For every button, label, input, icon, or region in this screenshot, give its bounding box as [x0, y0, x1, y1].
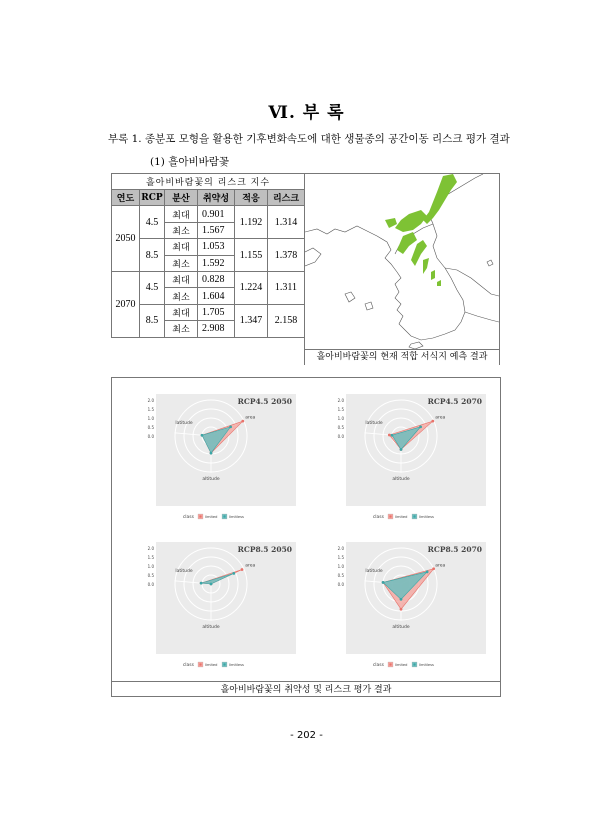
radial-tick-label: 0.5 — [147, 425, 154, 430]
legend-label-limitless: limitless — [229, 515, 244, 519]
cell-risk: 1.314 — [268, 206, 305, 239]
header-risk: 리스크 — [268, 190, 305, 206]
radial-tick-label: 1.5 — [147, 555, 154, 560]
radial-tick-label: 0.0 — [147, 582, 154, 587]
axis-label-area: area — [245, 563, 256, 569]
legend-label-limited: limited — [205, 663, 218, 667]
cell-year: 2070 — [112, 271, 140, 337]
series-limitless-point — [210, 452, 213, 455]
axis-label-altitude: altitude — [202, 625, 220, 630]
cell-vulnerability: 2.908 — [198, 321, 235, 337]
legend-title: class — [182, 515, 194, 520]
chart-title: RCP4.5 2070 — [427, 397, 482, 406]
cell-adaptation: 1.347 — [235, 304, 268, 337]
header-year: 연도 — [112, 190, 140, 206]
legend-label-limited: limited — [205, 515, 218, 519]
legend-label-limited: limited — [395, 663, 408, 667]
series-limitless-point — [419, 425, 422, 428]
radar-chart-rcp45-2070 — [332, 386, 492, 526]
radar-charts-frame — [111, 377, 501, 697]
radial-tick-label: 1.0 — [337, 416, 344, 421]
series-limitless-point — [200, 582, 203, 585]
series-limitless-point — [210, 583, 213, 586]
radial-tick-label: 0.5 — [147, 573, 154, 578]
legend-label-limitless: limitless — [419, 515, 434, 519]
axis-label-altitude: altitude — [392, 625, 410, 630]
cell-vulnerability: 1.592 — [198, 255, 235, 271]
chart-title: RCP4.5 2050 — [237, 397, 292, 406]
page-number: - 202 - — [290, 730, 323, 741]
axis-label-altitude: altitude — [392, 477, 410, 482]
cell-dispersal: 최소 — [165, 288, 198, 304]
radar-chart-rcp85-2050 — [142, 534, 302, 674]
cell-dispersal: 최소 — [165, 321, 198, 337]
table-row — [112, 304, 305, 320]
chapter-title: Ⅵ. 부 록 — [268, 103, 345, 123]
radar-panel-4 — [332, 534, 492, 674]
series-limited-point — [432, 567, 435, 570]
cell-risk: 1.311 — [268, 271, 305, 304]
series-limitless-point — [232, 572, 235, 575]
risk-index-table — [111, 173, 305, 338]
cell-rcp: 8.5 — [140, 239, 165, 272]
cell-vulnerability: 1.567 — [198, 222, 235, 238]
header-vulnerability: 취약성 — [198, 190, 235, 206]
radial-tick-label: 2.0 — [147, 546, 154, 551]
axis-label-area: area — [245, 415, 256, 421]
radial-tick-label: 0.0 — [337, 434, 344, 439]
map-caption: 흘아비바람꽃의 현재 적합 서식지 예측 결과 — [305, 349, 499, 365]
header-adaptation: 적응 — [235, 190, 268, 206]
cell-adaptation: 1.192 — [235, 206, 268, 239]
table-caption: 흘아비바람꽃의 리스크 지수 — [112, 174, 305, 190]
radial-tick-label: 2.0 — [147, 398, 154, 403]
legend-dot-limitless — [413, 663, 415, 665]
radial-tick-label: 0.0 — [147, 434, 154, 439]
series-limited-point — [241, 568, 244, 571]
legend-title: class — [372, 515, 384, 520]
radial-tick-label: 0.5 — [337, 425, 344, 430]
cell-rcp: 4.5 — [140, 271, 165, 304]
plot-background — [346, 542, 486, 654]
header-dispersal: 분산 — [165, 190, 198, 206]
cell-dispersal: 최대 — [165, 271, 198, 287]
radar-chart-rcp85-2070 — [332, 534, 492, 674]
cell-dispersal: 최대 — [165, 239, 198, 255]
axis-label-latitude: latitude — [175, 569, 193, 574]
legend-dot-limited — [199, 663, 201, 665]
legend-label-limited: limited — [395, 515, 408, 519]
cell-year: 2050 — [112, 206, 140, 272]
chart-title: RCP8.5 2050 — [237, 545, 292, 554]
radar-panel-1 — [142, 386, 302, 526]
cell-rcp: 8.5 — [140, 304, 165, 337]
cell-dispersal: 최소 — [165, 255, 198, 271]
cell-dispersal: 최소 — [165, 222, 198, 238]
radial-tick-label: 1.5 — [147, 407, 154, 412]
cell-dispersal: 최대 — [165, 304, 198, 320]
legend-title: class — [182, 663, 194, 668]
cell-rcp: 4.5 — [140, 206, 165, 239]
series-limited-point — [400, 608, 403, 611]
radial-tick-label: 1.0 — [147, 416, 154, 421]
series-limitless-point — [201, 434, 204, 437]
axis-label-area: area — [435, 415, 446, 421]
radial-tick-label: 0.5 — [337, 573, 344, 578]
series-limitless-point — [400, 598, 403, 601]
series-limited-point — [388, 434, 391, 437]
axis-label-latitude: latitude — [175, 421, 193, 426]
table-row — [112, 271, 305, 287]
table-row — [112, 239, 305, 255]
radar-caption: 흘아비바람꽃의 취약성 및 리스크 평가 결과 — [111, 681, 501, 698]
series-limitless-point — [391, 434, 394, 437]
legend-dot-limitless — [223, 663, 225, 665]
series-limitless-point — [400, 448, 403, 451]
legend-dot-limitless — [223, 515, 225, 517]
cell-vulnerability: 0.828 — [198, 271, 235, 287]
radial-tick-label: 2.0 — [337, 398, 344, 403]
plot-background — [156, 394, 296, 506]
radar-chart-rcp45-2050 — [142, 386, 302, 526]
legend-label-limitless: limitless — [419, 663, 434, 667]
axis-label-latitude: latitude — [365, 569, 383, 574]
table-row — [112, 206, 305, 222]
legend-dot-limited — [199, 515, 201, 517]
radial-tick-label: 1.5 — [337, 407, 344, 412]
radial-tick-label: 0.0 — [337, 582, 344, 587]
cell-vulnerability: 1.604 — [198, 288, 235, 304]
radar-panel-3 — [142, 534, 302, 674]
radial-tick-label: 1.5 — [337, 555, 344, 560]
cell-adaptation: 1.155 — [235, 239, 268, 272]
cell-risk: 2.158 — [268, 304, 305, 337]
series-limited-point — [241, 420, 244, 423]
cell-dispersal: 최대 — [165, 206, 198, 222]
cell-adaptation: 1.224 — [235, 271, 268, 304]
species-heading: (1) 흘아비바람꽃 — [150, 156, 230, 168]
axis-label-area: area — [435, 563, 446, 569]
cell-vulnerability: 1.053 — [198, 239, 235, 255]
cell-vulnerability: 0.901 — [198, 206, 235, 222]
legend-dot-limited — [389, 663, 391, 665]
header-rcp: RCP — [140, 190, 165, 206]
habitat-patches — [385, 174, 457, 286]
appendix-heading: 부록 1. 종분포 모형을 활용한 기후변화속도에 대한 생물종의 공간이동 리스크 평가 결과 — [108, 133, 510, 145]
cell-risk: 1.378 — [268, 239, 305, 272]
axis-label-altitude: altitude — [202, 477, 220, 482]
radial-tick-label: 2.0 — [337, 546, 344, 551]
radial-tick-label: 1.0 — [337, 564, 344, 569]
cell-vulnerability: 1.705 — [198, 304, 235, 320]
series-limited-point — [431, 420, 434, 423]
legend-title: class — [372, 663, 384, 668]
radial-tick-label: 1.0 — [147, 564, 154, 569]
korea-map-illustration — [305, 174, 499, 350]
plot-background — [156, 542, 296, 654]
series-limitless-point — [426, 570, 429, 573]
legend-label-limitless: limitless — [229, 663, 244, 667]
legend-dot-limitless — [413, 515, 415, 517]
series-limitless-point — [382, 581, 385, 584]
legend-dot-limited — [389, 515, 391, 517]
radar-panel-2 — [332, 386, 492, 526]
habitat-map — [304, 173, 500, 365]
axis-label-latitude: latitude — [365, 421, 383, 426]
plot-background — [346, 394, 486, 506]
chart-title: RCP8.5 2070 — [427, 545, 482, 554]
series-limitless-point — [229, 425, 232, 428]
table-header-row — [112, 190, 305, 206]
